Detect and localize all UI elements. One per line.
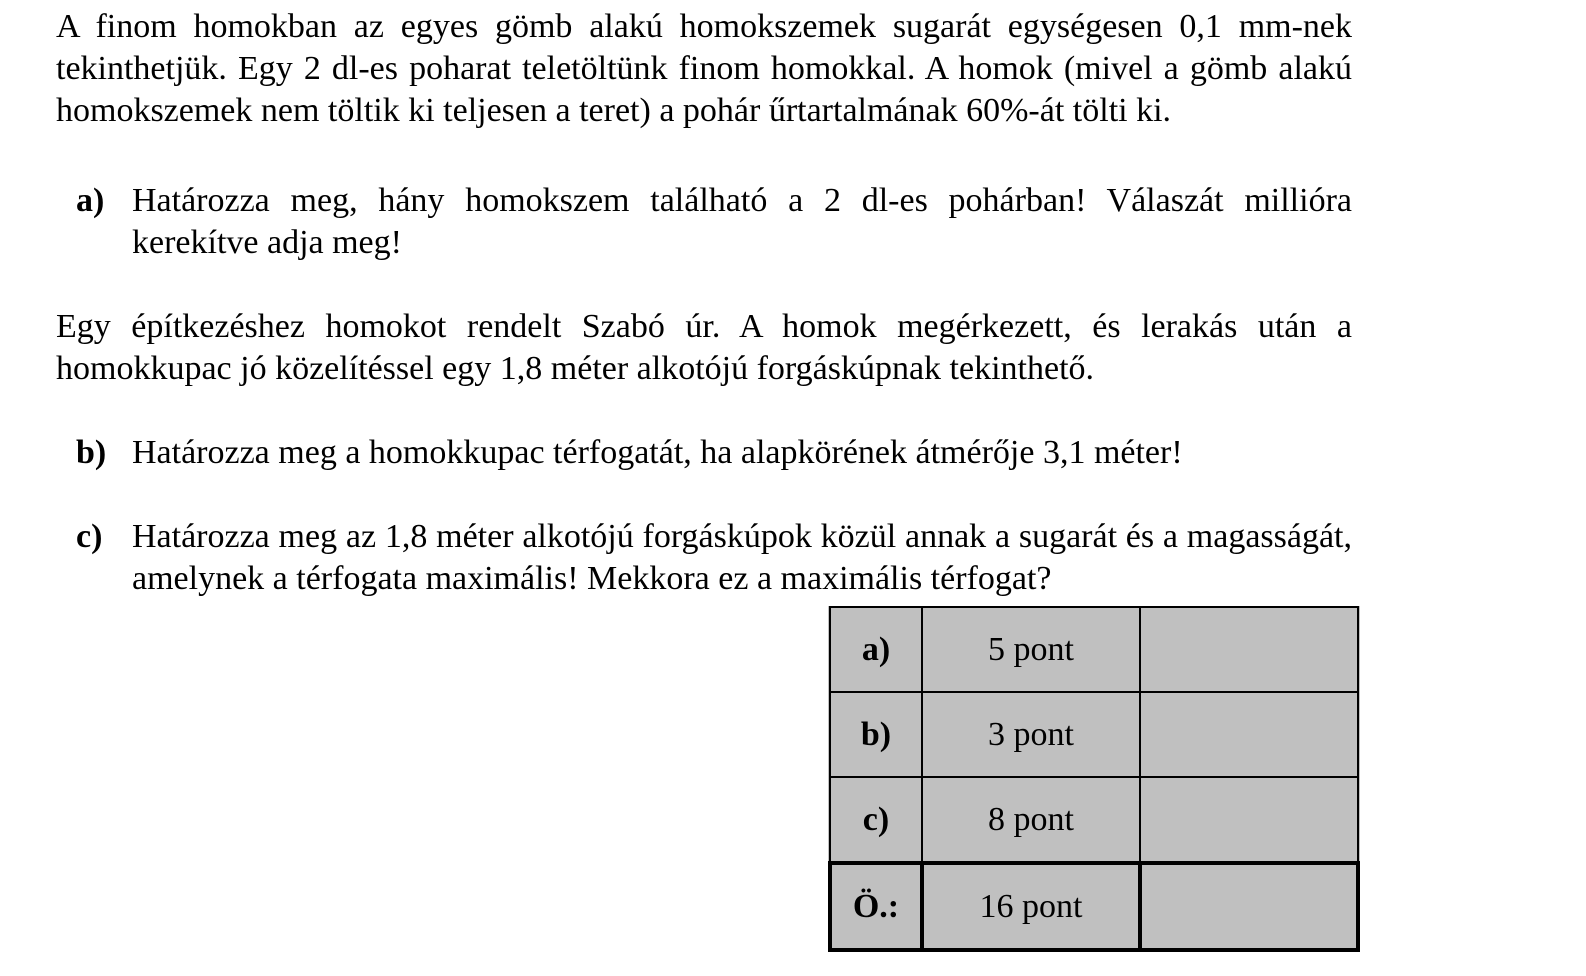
score-blank-c xyxy=(1140,777,1358,863)
task-c-label: c) xyxy=(76,518,103,555)
score-label-a: a) xyxy=(830,607,922,692)
score-label-b: b) xyxy=(830,692,922,777)
score-blank-b xyxy=(1140,692,1358,777)
score-row-b xyxy=(830,692,1358,777)
score-row-c xyxy=(830,777,1358,863)
score-label-total: Ö.: xyxy=(830,863,922,950)
task-a-label: a) xyxy=(76,182,105,219)
task-c xyxy=(76,516,1352,600)
score-label-c: c) xyxy=(830,777,922,863)
task-b-text: Határozza meg a homokkupac térfogatát, ha alapkörének átmérője 3,1 méter! xyxy=(132,434,1183,471)
score-points-a: 5 pont xyxy=(922,607,1140,692)
score-row-total xyxy=(830,863,1358,950)
task-a-text: Határozza meg, hány homokszem található a 2 dl-es pohárban! Válaszát millióra kerekítve adja meg! xyxy=(132,182,1352,261)
score-row-a xyxy=(830,607,1358,692)
intro-paragraph: A finom homokban az egyes gömb alakú homokszemek sugarát egységesen 0,1 mm-nek tekinthetjük. Egy 2 dl-es poharat teletöltünk finom homokkal. A homok (mivel a gömb alakú homokszemek nem töltik ki teljesen a teret) a pohár űrtartalmának 60%-át tölti ki. xyxy=(56,8,1352,129)
score-points-total: 16 pont xyxy=(922,863,1140,950)
task-b xyxy=(76,432,1352,474)
score-points-c: 8 pont xyxy=(922,777,1140,863)
score-points-b: 3 pont xyxy=(922,692,1140,777)
score-blank-a xyxy=(1140,607,1358,692)
task-b-label: b) xyxy=(76,434,107,471)
score-blank-total xyxy=(1140,863,1358,950)
task-c-text: Határozza meg az 1,8 méter alkotójú forgáskúpok közül annak a sugarát és a magasságát, amelynek a térfogata maximális! Mekkora ez a maximális térfogat? xyxy=(132,518,1352,597)
score-table xyxy=(828,606,1360,952)
exam-page xyxy=(56,6,1352,600)
middle-paragraph: Egy építkezéshez homokot rendelt Szabó úr. A homok megérkezett, és lerakás után a homokkupac jó közelítéssel egy 1,8 méter alkotójú forgáskúpnak tekinthető. xyxy=(56,308,1352,387)
task-a xyxy=(76,180,1352,264)
